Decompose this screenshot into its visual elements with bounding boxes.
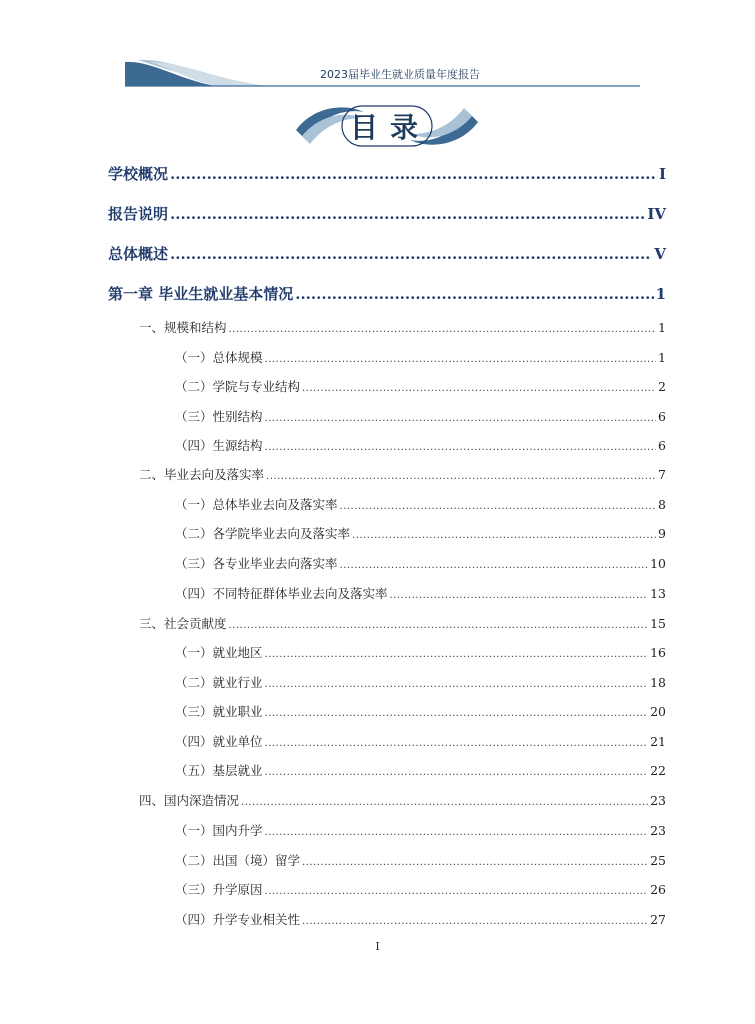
toc-entry-page: 15 — [650, 616, 666, 631]
toc-entry-label: 总体概述 — [108, 245, 169, 263]
toc-entry-label: 三、社会贡献度 — [139, 616, 227, 631]
toc-leader-dots — [170, 245, 652, 263]
toc-entry[interactable] — [175, 821, 666, 839]
toc-entry-label: （四）生源结构 — [175, 438, 263, 453]
toc-entry-label: （三）升学原因 — [175, 882, 263, 897]
toc-leader-dots — [352, 530, 656, 541]
toc-leader-dots — [241, 797, 648, 808]
toc-entry-label: （一）总体规模 — [175, 350, 263, 365]
toc-leader-dots — [170, 165, 657, 183]
toc-entry-label: 报告说明 — [108, 205, 169, 223]
toc-entry[interactable] — [175, 643, 666, 661]
toc-leader-dots — [265, 354, 657, 365]
toc-entry-page: 22 — [650, 763, 666, 778]
toc-leader-dots — [265, 827, 649, 838]
toc-entry-page: 23 — [650, 823, 666, 838]
toc-entry-label: （四）就业单位 — [175, 734, 263, 749]
toc-leader-dots — [265, 767, 649, 778]
toc-leader-dots — [229, 620, 649, 631]
toc-leader-dots — [170, 205, 645, 223]
toc-leader-dots — [265, 738, 649, 749]
toc-entry[interactable] — [139, 318, 666, 336]
toc-entry-page: 7 — [658, 467, 666, 482]
toc-entry-page: 10 — [650, 556, 666, 571]
toc-entry-page: 13 — [650, 586, 666, 601]
toc-entry[interactable] — [175, 377, 666, 395]
toc-heading: 目录 — [349, 111, 430, 144]
toc-leader-dots — [265, 413, 657, 424]
toc-entry-label: （一）国内升学 — [175, 823, 263, 838]
toc-leader-dots — [340, 560, 649, 571]
toc-entry-page: 25 — [650, 853, 666, 868]
toc-entry-page: 1 — [658, 350, 666, 365]
toc-entry-label: 第一章 毕业生就业基本情况 — [108, 285, 294, 303]
toc-entry-page: 20 — [650, 704, 666, 719]
toc-leader-dots — [265, 708, 649, 719]
toc-entry-page: 6 — [658, 409, 666, 424]
toc-entry-page: 16 — [650, 645, 666, 660]
toc-entry[interactable] — [175, 524, 666, 542]
toc-entry-page: 23 — [650, 793, 666, 808]
toc-entry[interactable] — [108, 283, 666, 304]
toc-entry[interactable] — [175, 880, 666, 898]
toc-entry[interactable] — [139, 614, 666, 632]
toc-entry-label: 二、毕业去向及落实率 — [139, 467, 265, 482]
toc-entry-page: 2 — [658, 379, 666, 394]
toc-leader-dots — [302, 383, 656, 394]
toc-entry-page: IV — [647, 205, 666, 223]
toc-entry[interactable] — [108, 203, 666, 224]
toc-entry-label: （四）升学专业相关性 — [175, 912, 301, 927]
toc-entry[interactable] — [175, 673, 666, 691]
toc-entry-page: 27 — [650, 912, 666, 927]
toc-entry[interactable] — [175, 702, 666, 720]
toc-entry[interactable] — [175, 584, 666, 602]
toc-entry[interactable] — [175, 348, 666, 366]
toc-leader-dots — [265, 886, 649, 897]
toc-entry[interactable] — [175, 851, 666, 869]
toc-entry[interactable] — [108, 163, 666, 184]
toc-entry-label: （二）出国（境）留学 — [175, 853, 301, 868]
toc-leader-dots — [295, 285, 653, 303]
toc-entry[interactable] — [139, 791, 666, 809]
toc-entry-page: 18 — [650, 675, 666, 690]
toc-entry[interactable] — [108, 243, 666, 264]
toc-entry[interactable] — [175, 761, 666, 779]
toc-entry[interactable] — [175, 910, 666, 928]
toc-entry-label: （三）各专业毕业去向落实率 — [175, 556, 338, 571]
toc-entry-label: （五）基层就业 — [175, 763, 263, 778]
toc-entry-label: 一、规模和结构 — [139, 320, 227, 335]
toc-entry-page: 6 — [658, 438, 666, 453]
toc-entry-label: （三）性别结构 — [175, 409, 263, 424]
toc-leader-dots — [302, 857, 648, 868]
toc-entry-page: I — [658, 165, 666, 183]
toc-leader-dots — [340, 501, 657, 512]
toc-entry-label: （四）不同特征群体毕业去向及落实率 — [175, 586, 388, 601]
toc-leader-dots — [265, 679, 649, 690]
toc-entry[interactable] — [175, 436, 666, 454]
toc-entry-page: 21 — [650, 734, 666, 749]
toc-entry-label: （二）学院与专业结构 — [175, 379, 301, 394]
toc-entry[interactable] — [175, 495, 666, 513]
toc-entry-page: 1 — [658, 320, 666, 335]
toc-leader-dots — [265, 649, 649, 660]
toc-entry[interactable] — [175, 407, 666, 425]
toc-leader-dots — [266, 471, 656, 482]
toc-leader-dots — [302, 916, 648, 927]
toc-entry-page: 1 — [655, 285, 666, 303]
toc-entry-page: V — [654, 245, 666, 263]
toc-entry[interactable] — [139, 465, 666, 483]
toc-entry[interactable] — [175, 732, 666, 750]
toc-entry-label: 学校概况 — [108, 165, 169, 183]
toc-entry-label: （二）各学院毕业去向及落实率 — [175, 526, 351, 541]
toc-leader-dots — [390, 590, 649, 601]
toc-entry[interactable] — [175, 554, 666, 572]
footer-page-number: I — [375, 940, 380, 953]
toc-leader-dots — [229, 324, 657, 335]
toc-entry-label: （二）就业行业 — [175, 675, 263, 690]
toc-leader-dots — [265, 442, 657, 453]
report-title: 2023届毕业生就业质量年度报告 — [320, 68, 480, 81]
toc-entry-label: 四、国内深造情况 — [139, 793, 240, 808]
toc-entry-page: 8 — [658, 497, 666, 512]
toc-entry-label: （三）就业职业 — [175, 704, 263, 719]
toc-entry-label: （一）总体毕业去向及落实率 — [175, 497, 338, 512]
toc-entry-label: （一）就业地区 — [175, 645, 263, 660]
toc-entry-page: 26 — [650, 882, 666, 897]
toc-entry-page: 9 — [658, 526, 666, 541]
